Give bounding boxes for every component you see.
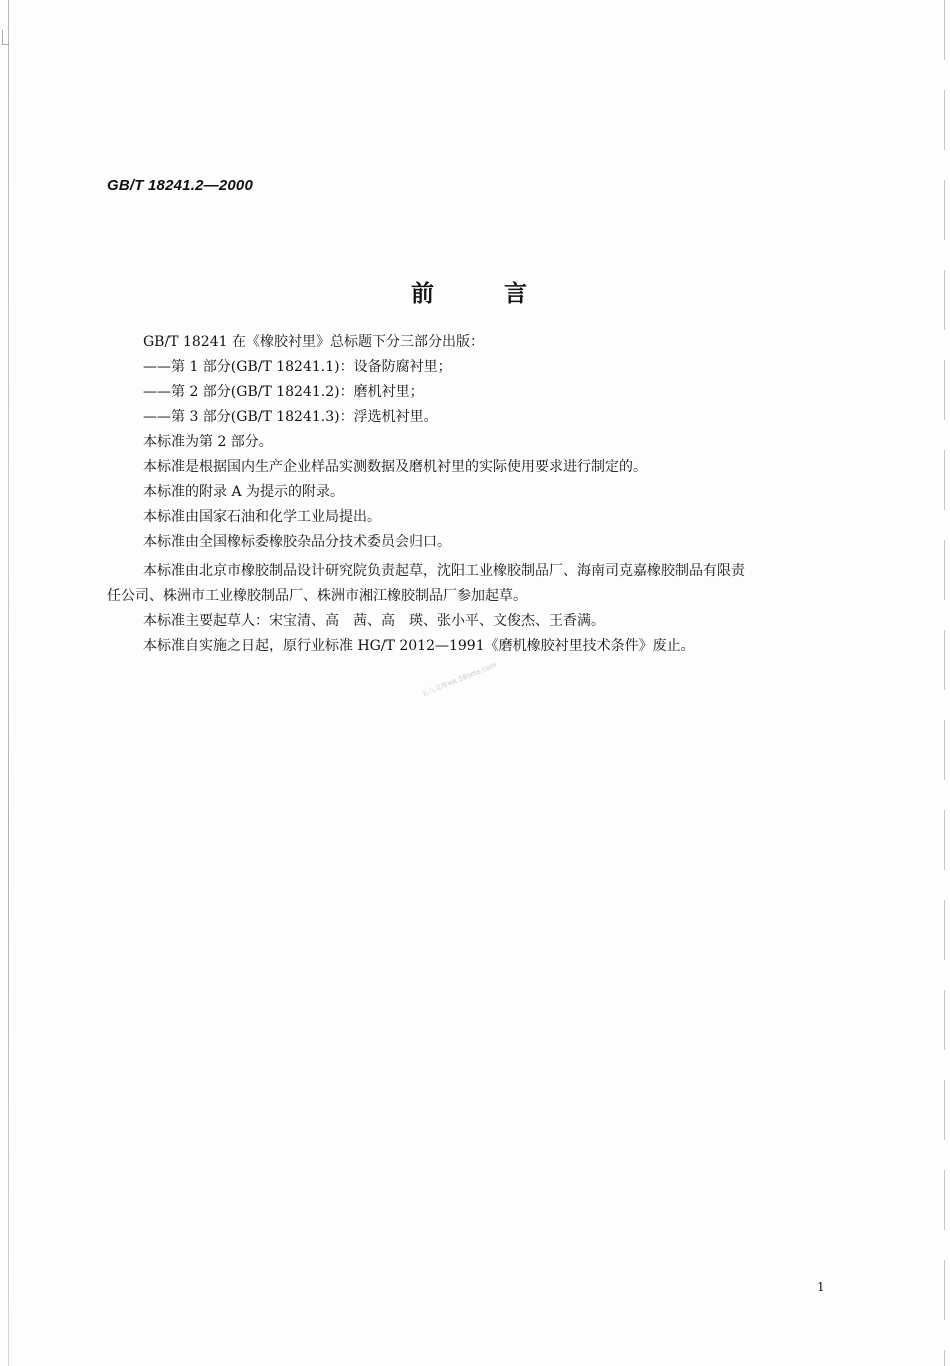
watermark-text: 五八文库wk.58sms.com xyxy=(420,660,498,699)
body-line-12: 本标准主要起草人：宋宝清、高 茜、高 瑛、张小平、文俊杰、王香满。 xyxy=(143,613,605,629)
scan-corner-mark xyxy=(2,30,9,45)
body-line-5: 本标准为第 2 部分。 xyxy=(143,434,273,450)
scan-edge-right xyxy=(944,0,945,1366)
body-line-8: 本标准由国家石油和化学工业局提出。 xyxy=(143,509,381,525)
body-line-1: GB/T 18241 在《橡胶衬里》总标题下分三部分出版： xyxy=(143,334,484,350)
body-line-13: 本标准自实施之日起，原行业标准 HG/T 2012—1991《磨机橡胶衬里技术条件》废止。 xyxy=(143,638,695,654)
body-line-9: 本标准由全国橡标委橡胶杂品分技术委员会归口。 xyxy=(143,534,451,550)
scan-edge-left xyxy=(8,0,9,1366)
body-line-6: 本标准是根据国内生产企业样品实测数据及磨机衬里的实际使用要求进行制定的。 xyxy=(143,459,647,475)
page-number: 1 xyxy=(817,1280,825,1294)
body-line-4: ——第 3 部分(GB/T 18241.3)：浮选机衬里。 xyxy=(143,409,438,425)
body-line-7: 本标准的附录 A 为提示的附录。 xyxy=(143,484,345,500)
standard-code: GB/T 18241.2—2000 xyxy=(107,177,253,194)
body-line-11: 任公司、株洲市工业橡胶制品厂、株洲市湘江橡胶制品厂参加起草。 xyxy=(107,588,527,604)
body-line-3: ——第 2 部分(GB/T 18241.2)：磨机衬里； xyxy=(143,384,424,400)
page-title: 前言 xyxy=(411,281,597,307)
body-line-10: 本标准由北京市橡胶制品设计研究院负责起草，沈阳工业橡胶制品厂、海南司克嘉橡胶制品有限责 xyxy=(143,563,745,579)
body-line-2: ——第 1 部分(GB/T 18241.1)：设备防腐衬里； xyxy=(143,359,452,375)
